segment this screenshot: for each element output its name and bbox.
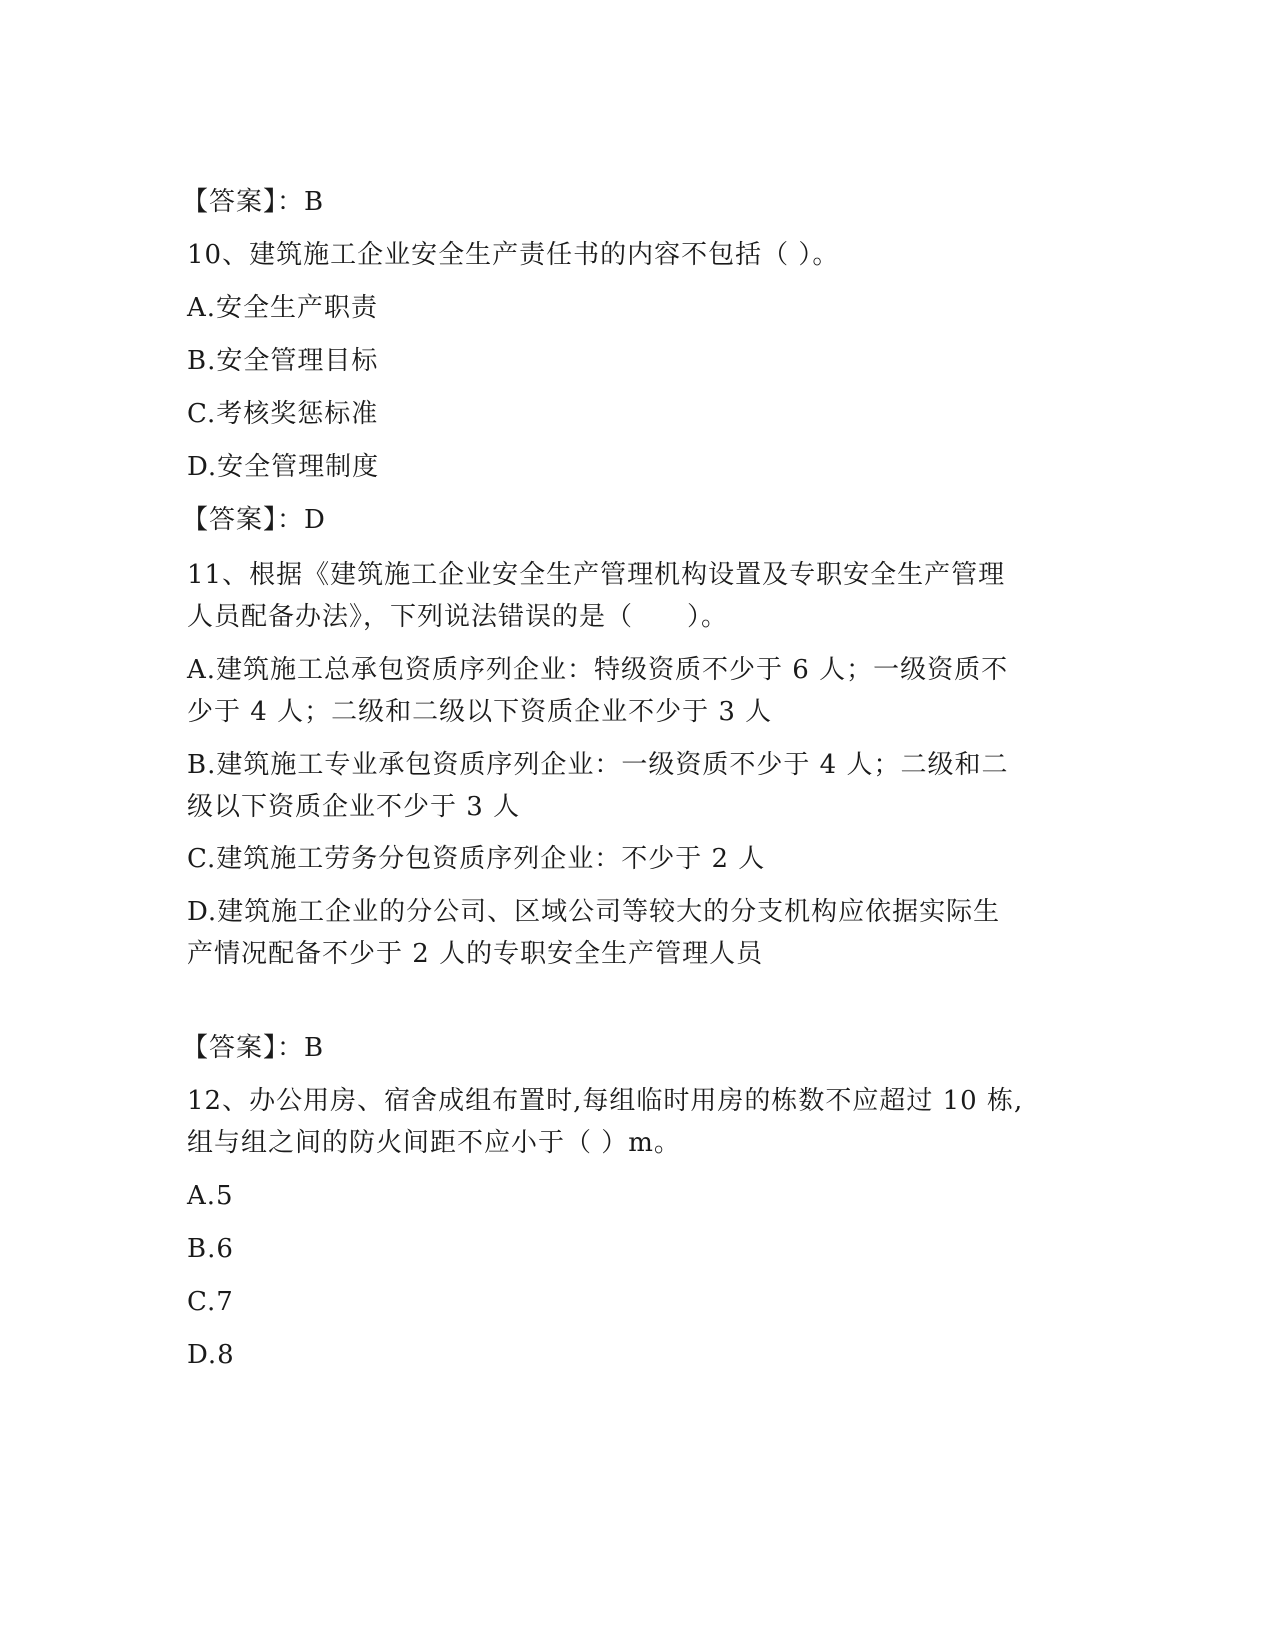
question-11-option-d-line-1: D.建筑施工企业的分公司、区域公司等较大的分支机构应依据实际生 (187, 897, 1001, 927)
question-11-option-d-line-2: 产情况配备不少于 2 人的专职安全生产管理人员 (187, 939, 764, 969)
answer-10: 【答案】：D (182, 505, 326, 535)
question-12-option-a: A.5 (187, 1181, 234, 1211)
question-10-stem: 10、建筑施工企业安全生产责任书的内容不包括（ ）。 (187, 240, 840, 270)
question-11-option-b-line-2: 级以下资质企业不少于 3 人 (187, 792, 521, 822)
question-11-option-b-line-1: B.建筑施工专业承包资质序列企业：一级资质不少于 4 人；二级和二 (187, 750, 1009, 780)
question-10-option-d: D.安全管理制度 (187, 452, 380, 482)
question-11-option-a-line-2: 少于 4 人；二级和二级以下资质企业不少于 3 人 (187, 697, 773, 727)
question-11-option-c: C.建筑施工劳务分包资质序列企业：不少于 2 人 (187, 844, 766, 874)
answer-9: 【答案】：B (182, 187, 325, 217)
question-10-option-b: B.安全管理目标 (187, 346, 379, 376)
question-12-option-b: B.6 (187, 1234, 234, 1264)
question-10-option-c: C.考核奖惩标准 (187, 399, 379, 429)
question-11-stem-line-1: 11、根据《建筑施工企业安全生产管理机构设置及专职安全生产管理 (187, 560, 1006, 590)
question-11-option-a-line-1: A.建筑施工总承包资质序列企业：特级资质不少于 6 人；一级资质不 (187, 655, 1009, 685)
question-11-stem-line-2: 人员配备办法》，下列说法错误的是（ ）。 (187, 602, 729, 632)
answer-11: 【答案】：B (182, 1033, 325, 1063)
question-12-stem-line-2: 组与组之间的防火间距不应小于（ ）m。 (187, 1128, 681, 1158)
question-12-option-d: D.8 (187, 1340, 235, 1370)
question-12-stem-line-1: 12、办公用房、宿舍成组布置时,每组临时用房的栋数不应超过 10 栋, (187, 1086, 1024, 1116)
question-10-option-a: A.安全生产职责 (187, 293, 379, 323)
question-12-option-c: C.7 (187, 1287, 234, 1317)
